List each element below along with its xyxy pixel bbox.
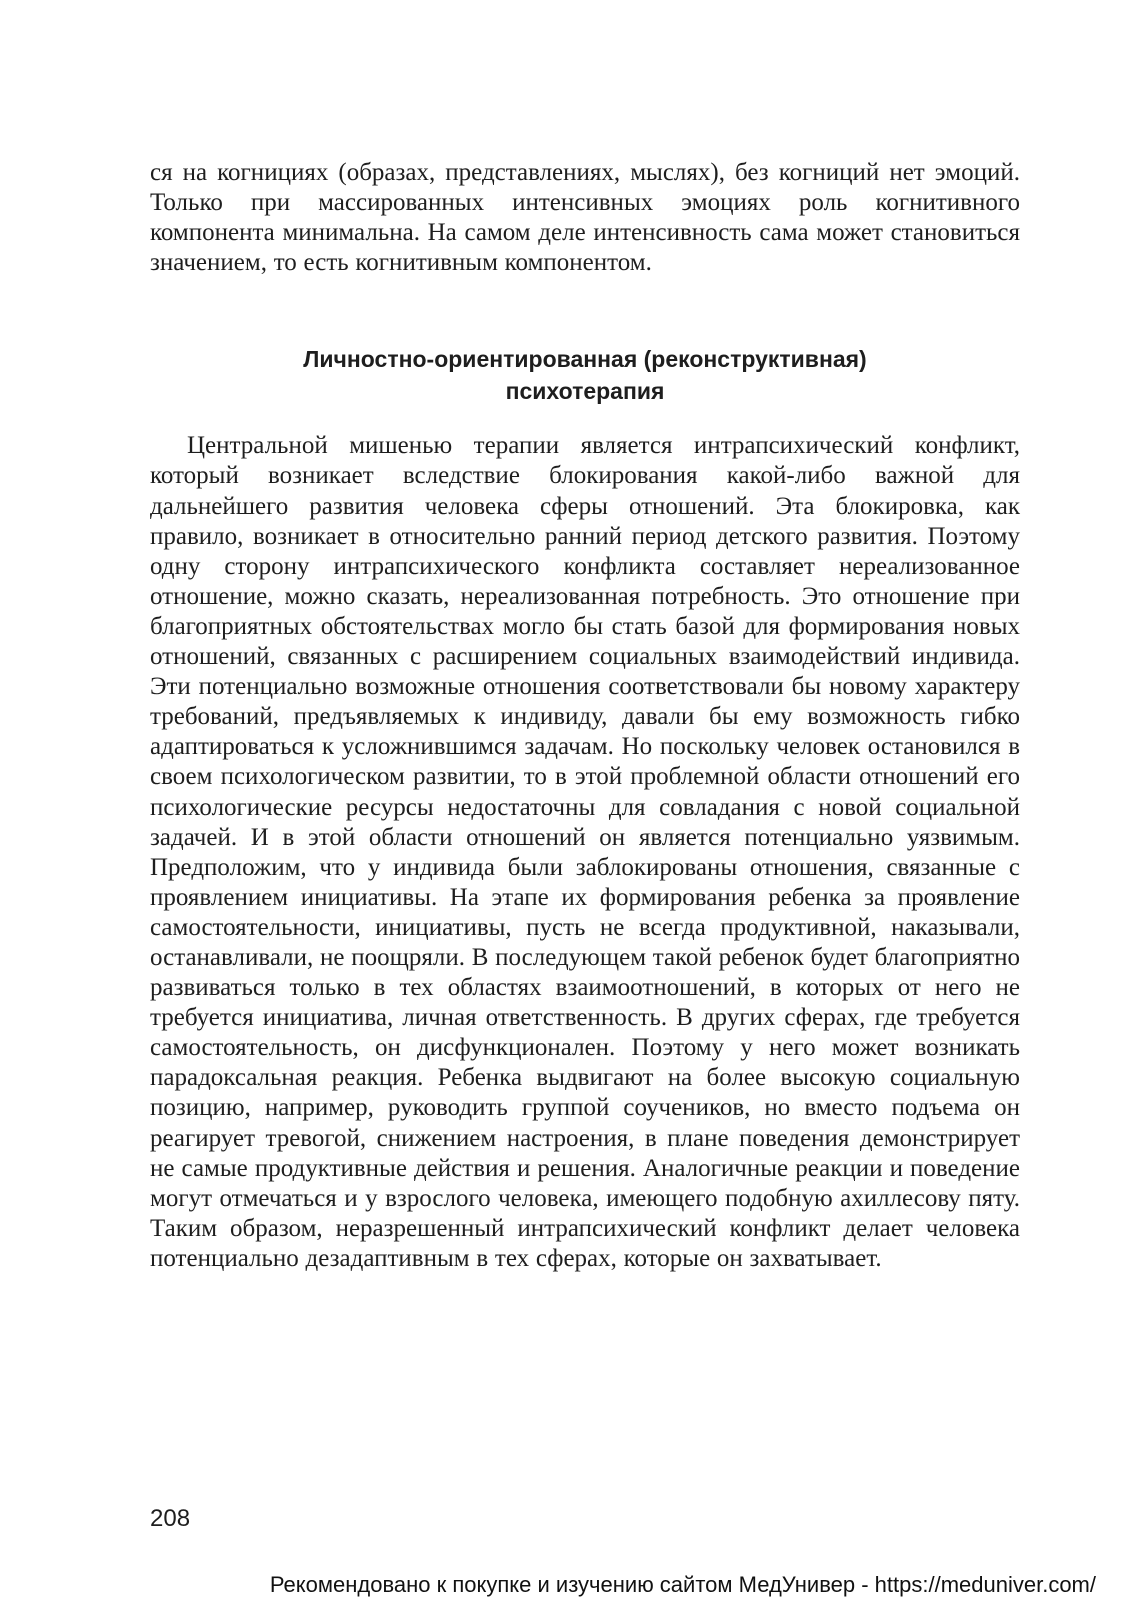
page-content [150,158,1020,1274]
footer-recommendation-link[interactable]: Рекомендовано к покупке и изучению сайтом МедУнивер - https://meduniver.com/ [269,1572,1096,1597]
section-heading [150,343,1020,407]
body-paragraph: Центральной мишенью терапии является интрапсихический конфликт, который возникает вследствие блокирования какой-либо важной для дальнейшего развития человека сферы отношений. Эта блокировка, как правило, возникает в относительно ранний период детского развития. Поэтому одну сторону интрапсихического конфликта составляет нереализованное отношение, можно сказать, нереализованная потребность. Это отношение при благоприятных обстоятельствах могло бы стать базой для формирования новых отношений, связанных с расширением социальных взаимодействий индивида. Эти потенциально возможные отношения соответствовали бы новому характеру требований, предъявляемых к индивиду, давали бы ему возможность гибко адаптироваться к усложнившимся задачам. Но поскольку человек остановился в своем психологическом развитии, то в этой проблемной области отношений его психологические ресурсы недостаточны для совладания с новой социальной задачей. И в этой области отношений он является потенциально уязвимым. Предположим, что у индивида были заблокированы отношения, связанные с проявлением инициативы. На этапе их формирования ребенка за проявление самостоятельности, инициативы, пусть не всегда продуктивной, наказывали, останавливали, не поощряли. В последующем такой ребенок будет благоприятно развиваться только в тех областях взаимоотношений, в которых от него не требуется инициатива, личная ответственность. В других сферах, где требуется самостоятельность, он дисфункционален. Поэтому у него может возникать парадоксальная реакция. Ребенка выдвигают на более высокую социальную позицию, например, руководить группой соучеников, но вместо подъема он реагирует тревогой, снижением настроения, в плане поведения демонстрирует не самые продуктивные действия и решения. Аналогичные реакции и поведение могут отмечаться и у взрослого человека, имеющего подобную ахиллесову пяту. Таким образом, неразрешенный интрапсихический конфликт делает человека потенциально дезадаптивным в тех сферах, которые он захватывает. [150,432,1021,1272]
section-heading-line-2: психотерапия [505,378,665,405]
page-number: 208 [150,1505,191,1532]
section-heading-line-1: Личностно-ориентированная (реконструктивная) [303,346,867,373]
intro-paragraph: ся на когнициях (образах, представлениях, мыслях), без когниций нет эмоций. Только при массированных интенсивных эмоциях роль когнитивного компонента минимальна. На самом деле интенсивность сама может становиться значением, то есть когнитивным компонентом. [150,159,1020,277]
